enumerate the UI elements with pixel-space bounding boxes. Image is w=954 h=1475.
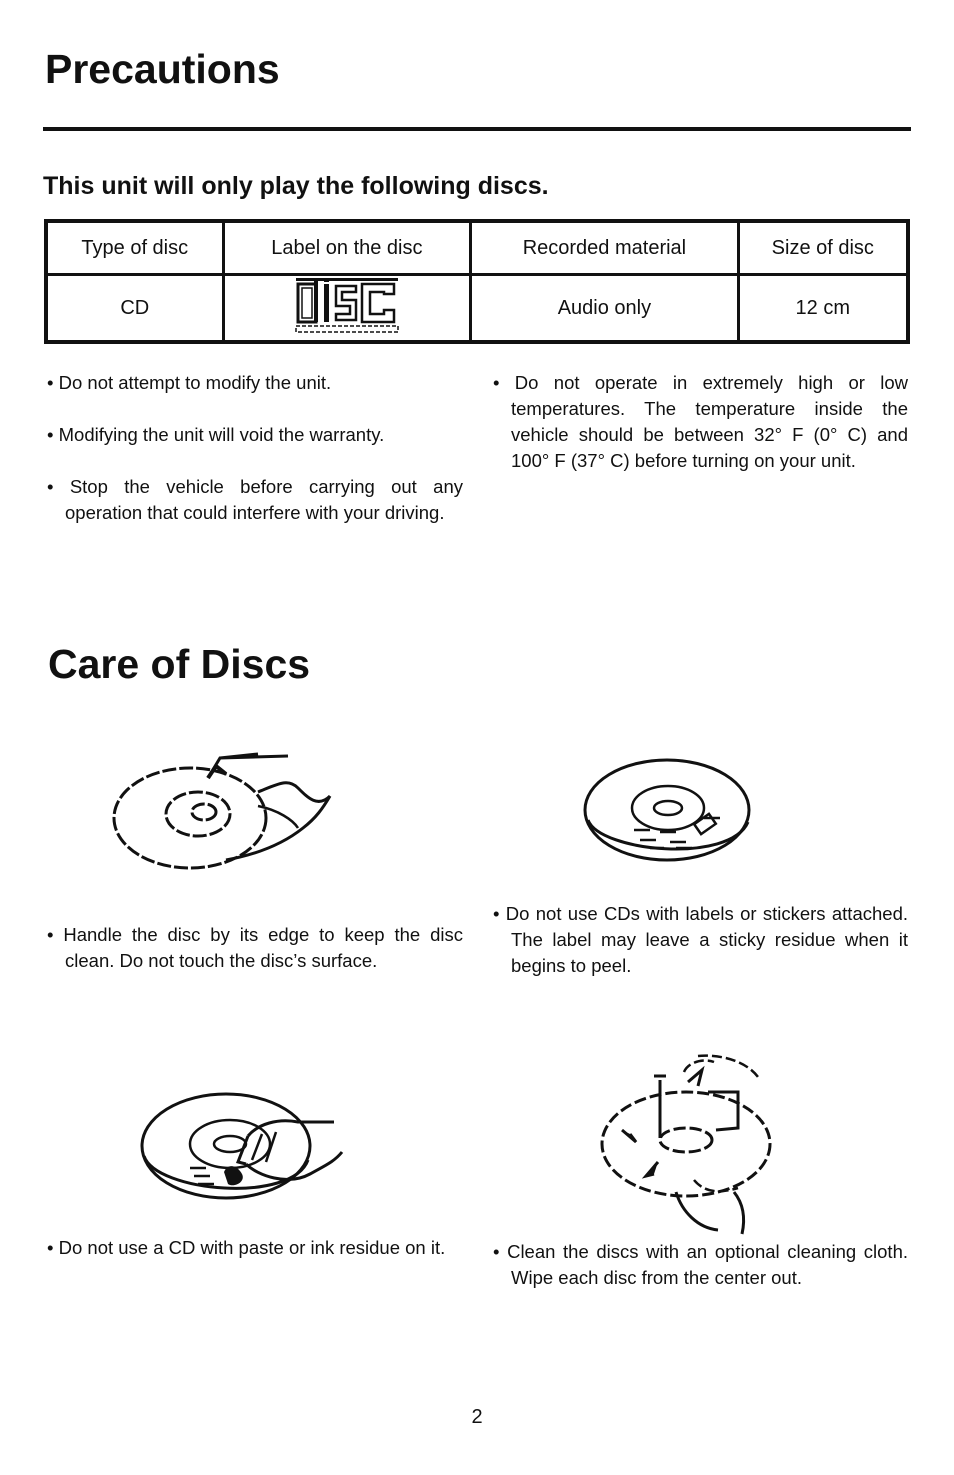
header-type: Type of disc bbox=[46, 221, 223, 275]
care-item-2 bbox=[493, 901, 908, 1005]
care-item-3 bbox=[47, 1235, 463, 1287]
precautions-right-column bbox=[493, 370, 908, 500]
precautions-left-column bbox=[47, 370, 463, 552]
header-label: Label on the disc bbox=[223, 221, 471, 275]
cell-size: 12 cm bbox=[738, 275, 908, 343]
cell-label bbox=[223, 275, 471, 343]
header-material: Recorded material bbox=[471, 221, 738, 275]
list-item: • Do not operate in extremely high or low temperatures. The temperature inside the vehicle should be between 32° F (0° C) and 100° F (37° C) before turning on your unit. bbox=[493, 372, 908, 471]
care-item-4 bbox=[493, 1239, 908, 1317]
disc-with-sticker-icon bbox=[580, 752, 755, 872]
list-item: • Do not use a CD with paste or ink residue on it. bbox=[47, 1237, 446, 1258]
list-item: • Do not use CDs with labels or stickers attached. The label may leave a sticky residue when it begins to peel. bbox=[493, 903, 908, 976]
table-row bbox=[46, 275, 908, 343]
disc-type-table bbox=[44, 219, 910, 344]
page-title: Precautions bbox=[45, 46, 280, 92]
disc-cleaning-icon bbox=[598, 1052, 783, 1237]
care-item-1 bbox=[47, 922, 463, 1000]
list-item: • Do not attempt to modify the unit. bbox=[47, 372, 332, 393]
list-item: • Clean the discs with an optional cleaning cloth. Wipe each disc from the center out. bbox=[493, 1241, 908, 1288]
table-header-row bbox=[46, 221, 908, 275]
list-item: • Handle the disc by its edge to keep the disc clean. Do not touch the disc’s surface. bbox=[47, 924, 463, 971]
title-rule bbox=[43, 127, 911, 131]
list-item: • Modifying the unit will void the warranty. bbox=[47, 424, 385, 445]
hand-holding-disc-icon bbox=[108, 748, 338, 878]
cell-material: Audio only bbox=[471, 275, 738, 343]
cell-type: CD bbox=[46, 275, 223, 343]
disc-with-residue-icon bbox=[138, 1088, 348, 1213]
header-size: Size of disc bbox=[738, 221, 908, 275]
list-item: • Stop the vehicle before carrying out any operation that could interfere with your driving. bbox=[47, 476, 463, 523]
section-subtitle: This unit will only play the following discs. bbox=[43, 172, 549, 200]
page-number: 2 bbox=[471, 1406, 483, 1428]
compact-disc-digital-audio-logo bbox=[292, 276, 402, 334]
care-title: Care of Discs bbox=[48, 641, 311, 687]
